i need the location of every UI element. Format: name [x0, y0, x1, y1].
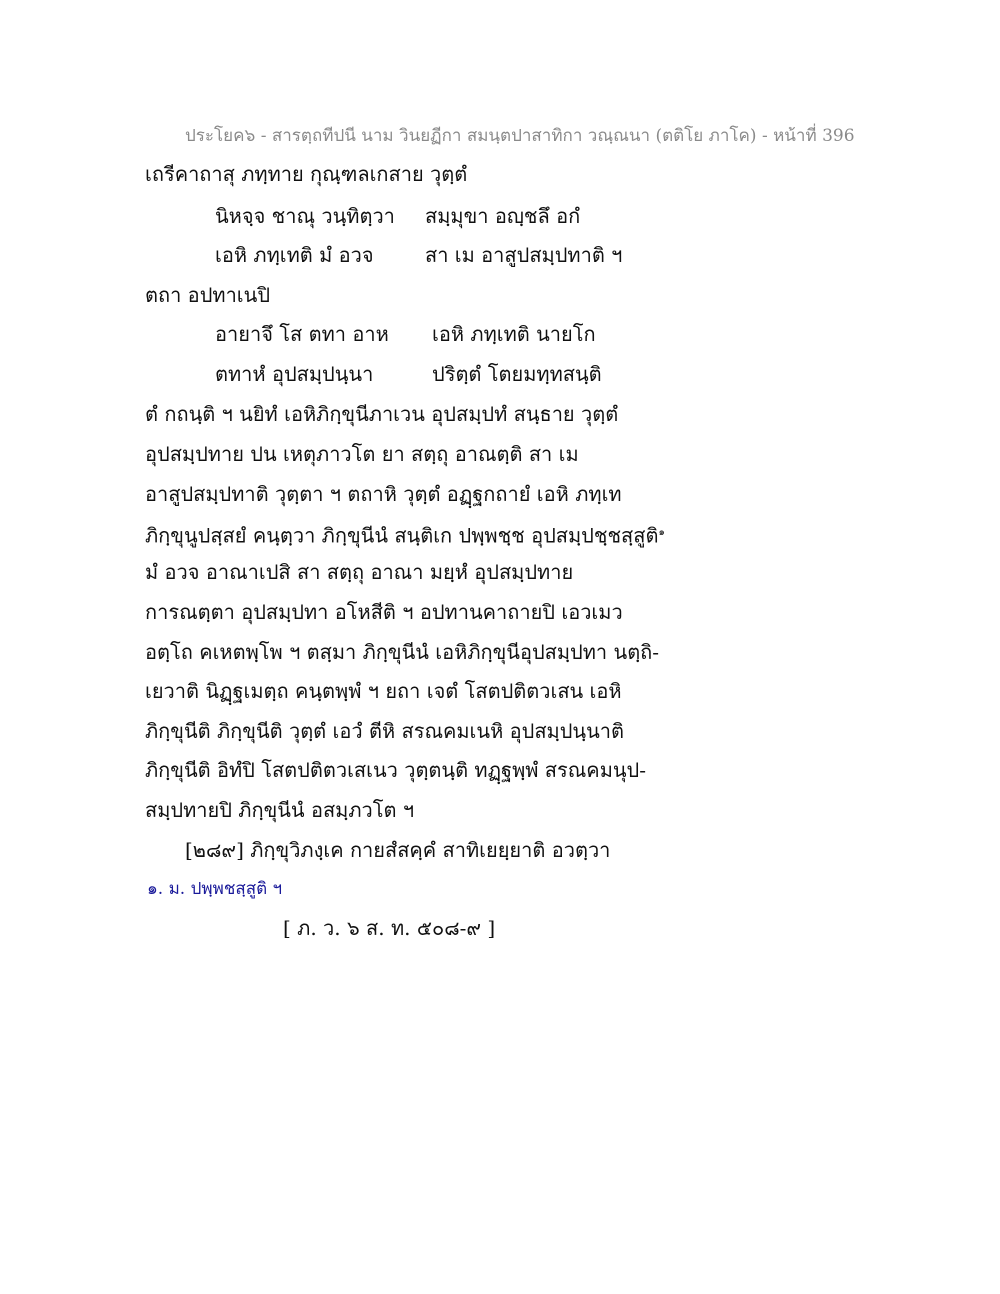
page-header: ประโยค๖ - สารตฺถทีปนี นาม วินยฏีกา สมนฺตปาสาทิกา วณฺณนา (ตติโย ภาโค) - หน้าที่ 396: [185, 126, 855, 146]
section-line: [๒๘๙] ภิกฺขุวิภงฺเค กายสํสคฺคํ สาทิเยยฺยาติ อวตฺวา: [185, 838, 611, 862]
footnote: ๑. ม. ปพฺพชสฺสูติ ฯ: [147, 879, 283, 899]
verse-line: สา เม อาสูปสมฺปทาติ ฯ: [425, 243, 623, 267]
verse-line: สมฺมุขา อญฺชลึ อกํ: [425, 204, 581, 228]
text-line: มํ อวจ อาณาเปสิ สา สตฺถุ อาณา มยฺหํ อุปสมฺปทาย: [145, 560, 574, 584]
verse-line: ปริตฺตํ โตยมทฺทสนฺติ: [432, 362, 602, 386]
text-line: อตฺโถ คเหตพฺโพ ฯ ตสฺมา ภิกฺขุนีนํ เอหิภิกฺขุนีอุปสมฺปทา นตฺถิ-: [145, 640, 660, 664]
text-line: ตถา อปทาเนปิ: [145, 283, 271, 307]
text-line: อาสูปสมฺปทาติ วุตฺตา ฯ ตถาหิ วุตฺตํ อฏฺฐกถายํ เอหิ ภทฺเท: [145, 482, 622, 506]
text-line: เยวาติ นิฏฺฐเมตฺถ คนฺตพฺพํ ฯ ยถา เจตํ โสตปติตวเสน เอหิ: [145, 679, 622, 703]
verse-line: เอหิ ภทฺเทติ มํ อวจ: [215, 243, 374, 267]
reference-citation: [ ภ. ว. ๖ ส. ท. ๕๐๘-๙ ]: [283, 916, 496, 940]
verse-line: ตทาหํ อุปสมฺปนฺนา: [215, 362, 374, 386]
text-line: ภิกฺขุนีติ อิทํปิ โสตปติตวเสเนว วุตฺตนฺติ ทฏฺฐพฺพํ สรณคมนุป-: [145, 758, 646, 782]
verse-line: เอหิ ภทฺเทติ นายโก: [432, 322, 596, 346]
text-line: การณตฺตา อุปสมฺปทา อโหสีติ ฯ อปทานคาถายปิ เอวเมว: [145, 600, 623, 624]
text-line-with-footnote: [145, 520, 665, 549]
text-line: อุปสมฺปทาย ปน เหตุภาวโต ยา สตฺถุ อาณตฺติ สา เม: [145, 442, 579, 466]
verse-line: อายาจึ โส ตทา อาห: [215, 322, 389, 346]
verse-line: นิหจฺจ ชาณุ วนฺทิตฺวา: [215, 204, 395, 228]
text-line: ตํ กถนฺติ ฯ นยิทํ เอหิภิกฺขุนีภาเวน อุปสมฺปทํ สนฺธาย วุตฺตํ: [145, 402, 619, 426]
footnote-marker: ๑: [658, 527, 665, 538]
text-line: ภิกฺขุนูปสฺสยํ คนฺตฺวา ภิกฺขุนีนํ สนฺติเก ปพฺพชฺช อุปสมฺปชฺชสฺสูติ: [145, 523, 659, 548]
text-line: สมฺปทายปิ ภิกฺขุนีนํ อสมฺภวโต ฯ: [145, 798, 415, 822]
text-line: ภิกฺขุนีติ ภิกฺขุนีติ วุตฺตํ เอวํ ตีหิ สรณคมเนหิ อุปสมฺปนฺนาติ: [145, 719, 624, 743]
text-line: เถรีคาถาสุ ภทฺทาย กุณฺฑลเกสาย วุตฺตํ: [145, 162, 468, 186]
